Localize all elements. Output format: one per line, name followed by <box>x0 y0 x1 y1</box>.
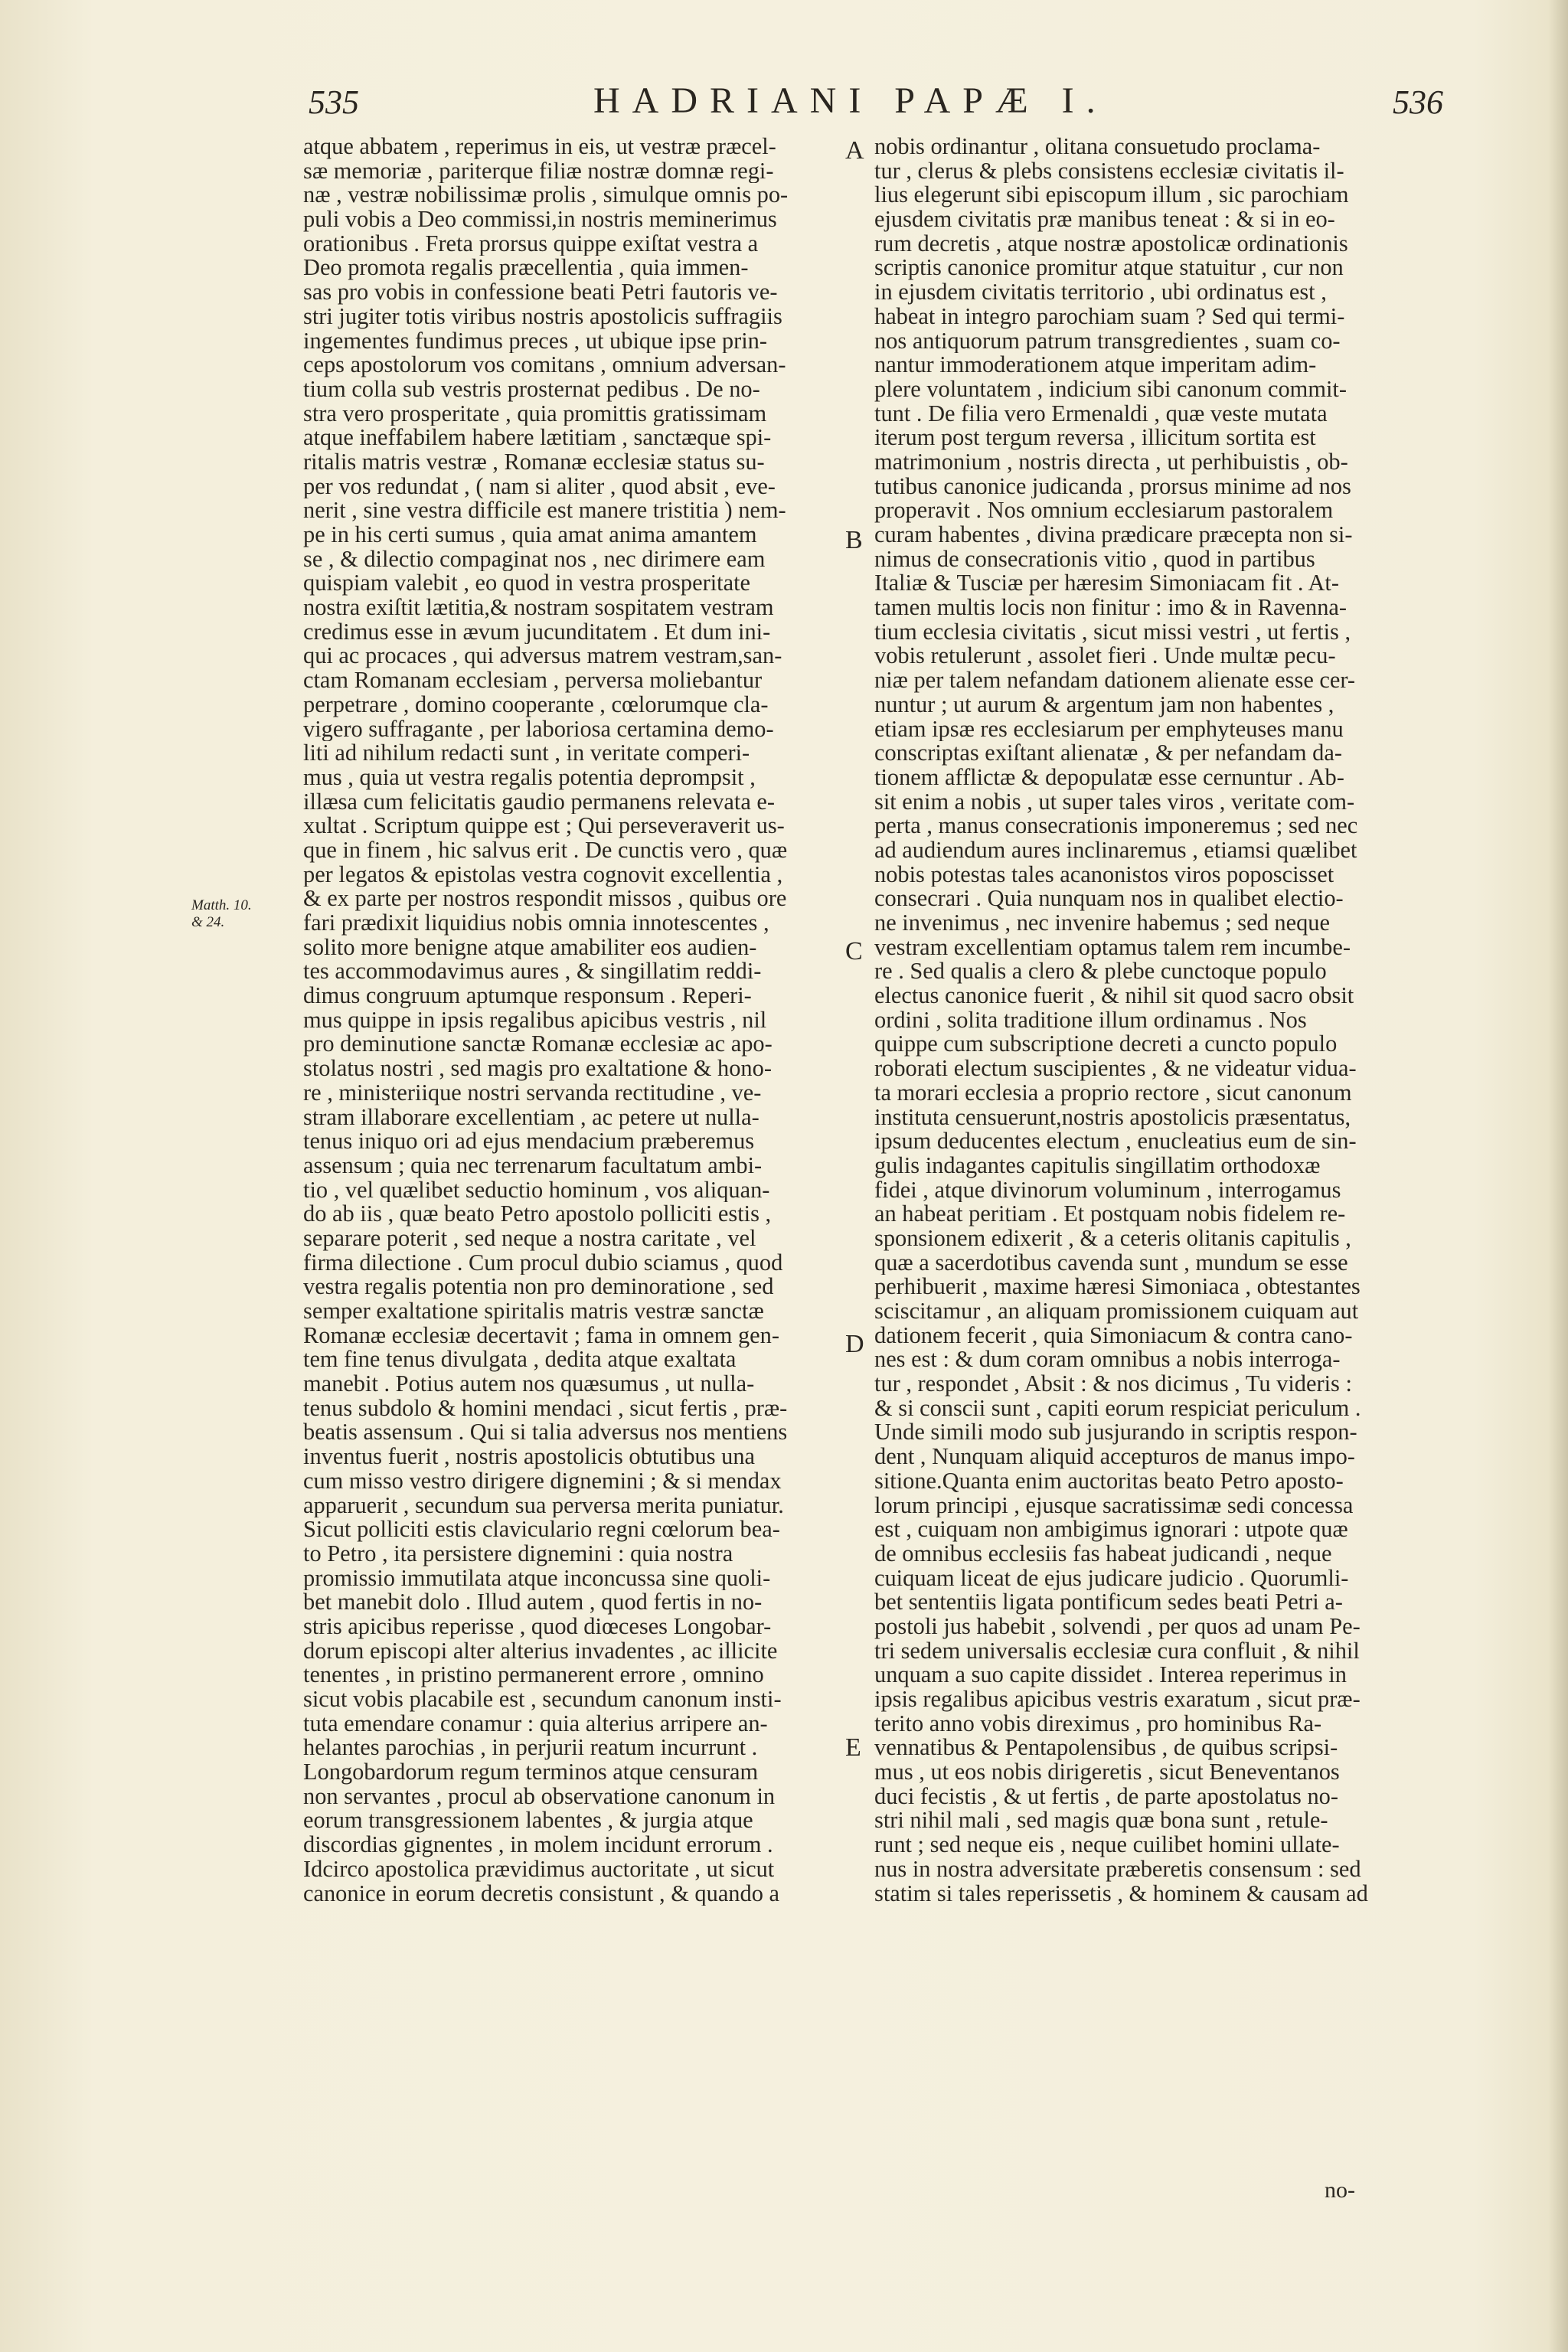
text-line: pe in his certi sumus , quia amat anima amantem <box>303 523 757 547</box>
text-line: an habeat peritiam . Et postquam nobis fidelem re- <box>874 1202 1346 1227</box>
running-header <box>302 74 1443 127</box>
text-line: ad audiendum aures inclinaremus , etiamsi quælibet <box>874 838 1357 863</box>
text-line: stolatus nostri , sed magis pro exaltatione & hono- <box>303 1057 772 1081</box>
text-line: atque ineffabilem habere lætitiam , sanctæque spi- <box>303 426 772 450</box>
text-line: eorum transgressionem labentes , & jurgia atque <box>303 1808 753 1834</box>
text-line: vestram excellentiam optamus talem rem incumbe- <box>874 935 1351 960</box>
page-number-left: 535 <box>309 83 359 121</box>
text-line: & ex parte per nostros respondit missos , quibus ore <box>303 887 787 911</box>
text-line: discordias gignentes , in molem incidunt errorum . <box>303 1833 773 1857</box>
text-line: ne invenimus , nec invenire habemus ; sed neque <box>874 911 1330 936</box>
text-line: niæ per talem nefandam dationem alienate esse cer- <box>874 668 1356 693</box>
text-line: tur , respondet , Absit : & nos dicimus , Tu videris : <box>874 1372 1352 1396</box>
text-line: orationibus . Freta prorsus quippe exiſtat vestra a <box>303 231 759 256</box>
text-line: Sicut polliciti estis claviculario regni cœlorum bea- <box>303 1517 780 1542</box>
text-line: stris apicibus reperisse , quod diœceses Longobar- <box>303 1614 772 1639</box>
text-line: cuiquam liceat de ejus judicare judicio . Quorumli- <box>874 1566 1349 1591</box>
text-line: & si conscii sunt , capiti eorum respiciat periculum . <box>874 1396 1361 1421</box>
text-line: runt ; sed neque eis , neque cuilibet homini ullate- <box>874 1833 1340 1857</box>
text-line: ejusdem civitatis præ manibus teneat : & si in eo- <box>874 207 1335 232</box>
text-line: vobis retulerunt , assolet fieri . Unde multæ pecu- <box>874 644 1336 669</box>
text-line: apparuerit , secundum sua perversa merita puniatur. <box>303 1493 784 1518</box>
text-line: bet sententiis ligata pontificum sedes beati Petri a- <box>874 1590 1343 1615</box>
text-line: statim si tales reperissetis , & hominem & causam ad <box>874 1881 1368 1906</box>
text-line: terito anno vobis direximus , pro hominibus Ra- <box>874 1711 1322 1736</box>
text-line: credimus esse in ævum jucunditatem . Et dum ini- <box>303 619 771 645</box>
text-line: separare poterit , sed neque a nostra caritate , vel <box>303 1226 756 1251</box>
text-line: per vos redundat , ( nam si aliter , quod absit , eve- <box>303 474 776 499</box>
text-line: est , cuiquam non ambigimus ignorari : utpote quæ <box>874 1517 1348 1542</box>
text-line: xultat . Scriptum quippe est ; Qui perseveraverit us- <box>303 814 785 838</box>
text-line: ingementes fundimus preces , ut ubique ipse prin- <box>303 328 767 354</box>
text-line: non servantes , procul ab observatione canonum in <box>303 1784 776 1809</box>
text-line: tium colla sub vestris prosternat pedibus . De no- <box>303 377 760 402</box>
text-line: liti ad nihilum redacti sunt , in veritate comperi- <box>303 741 750 766</box>
text-line: nostra exiſtit lætitia,& nostram sospitatem vestram <box>303 596 774 620</box>
text-line: quispiam valebit , eo quod in vestra prosperitate <box>303 571 751 596</box>
text-line: matrimonium , nostris directa , ut perhibuistis , ob- <box>874 449 1348 475</box>
section-marker-b: B <box>845 526 863 554</box>
text-line: ordini , solita traditione illum ordinamus . Nos <box>874 1008 1307 1033</box>
text-line: tenentes , in pristino permanerent errore , omnino <box>303 1663 764 1687</box>
text-line: per legatos & epistolas vestra cognovit excellentia , <box>303 862 783 887</box>
text-line: nobis potestas tales acanonistos viros poposcisset <box>874 862 1334 887</box>
text-line: perhibuerit , maxime hæresi Simoniaca , obtestantes <box>874 1275 1361 1299</box>
text-line: næ , vestræ nobilissimæ prolis , simulque omnis po- <box>303 183 789 208</box>
text-line: re , ministeriique nostri servanda rectitudine , ve- <box>303 1080 762 1106</box>
text-line: solito more benigne atque amabiliter eos audien- <box>303 935 757 960</box>
text-line: canonice in eorum decretis consistunt , & quando a <box>303 1881 779 1906</box>
text-line: helantes parochias , in perjurii reatum incurrunt . <box>303 1736 758 1761</box>
text-line: sponsionem edixerit , & a ceteris olitanis capitulis , <box>874 1226 1351 1251</box>
text-line: promissio immutilata atque inconcussa sine quoli- <box>303 1566 771 1591</box>
text-line: nos antiquorum patrum transgredientes , suam co- <box>874 328 1341 354</box>
text-line: tes accommodavimus aures , & singillatim reddi- <box>303 959 762 985</box>
text-line: tenus iniquo ori ad ejus mendacium præberemus <box>303 1129 755 1154</box>
margin-note <box>191 897 291 931</box>
text-line: in ejusdem civitatis territorio , ubi ordinatus est , <box>874 280 1327 305</box>
text-line: roborati electum suscipientes , & ne videatur vidua- <box>874 1057 1357 1081</box>
text-line: sitione.Quanta enim auctoritas beato Petro aposto- <box>874 1468 1344 1494</box>
text-line: ritalis matris vestræ , Romanæ ecclesiæ status su- <box>303 449 765 475</box>
text-line: nus in nostra adversitate præberetis consensum : sed <box>874 1857 1361 1882</box>
text-line: unquam a suo capite dissidet . Interea reperimus in <box>874 1663 1347 1687</box>
text-line: tenus subdolo & homini mendaci , sicut fertis , præ- <box>303 1396 788 1421</box>
text-line: nimus de consecrationis vitio , quod in partibus <box>874 547 1315 572</box>
text-line: que in finem , hic salvus erit . De cunctis vero , quæ <box>303 838 788 863</box>
text-line: tunt . De filia vero Ermenaldi , quæ veste mutata <box>874 401 1328 426</box>
text-line: perta , manus consecrationis imponeremus ; sed nec <box>874 814 1358 838</box>
text-line: properavit . Nos omnium ecclesiarum pastoralem <box>874 498 1334 523</box>
text-line: ceps apostolorum vos comitans , omnium adversan- <box>303 353 786 377</box>
text-line: sciscitamur , an aliquam promissionem cuiquam aut <box>874 1299 1359 1324</box>
text-line: pro deminutione sanctæ Romanæ ecclesiæ ac apo- <box>303 1032 773 1057</box>
text-line: rum decretis , atque nostræ apostolicæ ordinationis <box>874 231 1348 256</box>
text-line: gulis indagantes capitulis singillatim orthodoxæ <box>874 1153 1321 1178</box>
text-line: scriptis canonice promitur atque statuitur , cur non <box>874 256 1344 281</box>
text-line: quippe cum subscriptione decreti a cuncto populo <box>874 1032 1338 1057</box>
text-line: illæsa cum felicitatis gaudio permanens relevata e- <box>303 789 776 815</box>
text-line: etiam ipsæ res ecclesiarum per emphyteuses manu <box>874 717 1344 742</box>
text-line: nuntur ; ut aurum & argentum jam non habentes , <box>874 692 1334 717</box>
text-line: duci fecistis , & ut fertis , de parte apostolatus no- <box>874 1784 1338 1809</box>
text-line: plere voluntatem , indicium sibi canonum commit- <box>874 377 1347 402</box>
left-text-column <box>303 135 805 1906</box>
text-line: dimus congruum aptumque responsum . Reperi- <box>303 984 752 1008</box>
text-line: stri nihil mali , sed magis quæ bona sunt , retule- <box>874 1808 1328 1834</box>
text-line: assensum ; quia nec terrenarum facultatum ambi- <box>303 1153 763 1178</box>
text-line: stram illaborare excellentiam , ac petere ut nulla- <box>303 1105 760 1130</box>
text-line: tutibus canonice judicanda , prorsus minime ad nos <box>874 474 1351 499</box>
text-line: de omnibus ecclesiis fas habeat judicandi , neque <box>874 1541 1332 1566</box>
text-line: electus canonice fuerit , & nihil sit quod sacro obsit <box>874 984 1354 1008</box>
text-line: ipsis regalibus apicibus vestris exaratum , sicut præ- <box>874 1687 1361 1712</box>
text-line: atque abbatem , reperimus in eis, ut vestræ præcel- <box>303 135 776 159</box>
text-line: nantur immoderationem atque imperitam adim- <box>874 353 1317 377</box>
text-line: mus quippe in ipsis regalibus apicibus vestris , nil <box>303 1008 767 1033</box>
text-line: fidei , atque divinorum voluminum , interrogamus <box>874 1178 1341 1203</box>
text-line: postoli jus habebit , solvendi , per quos ad unam Pe- <box>874 1614 1361 1639</box>
text-line: quæ a sacerdotibus cavenda sunt , mundum se esse <box>874 1250 1348 1276</box>
section-marker-c: C <box>845 937 863 965</box>
text-line: to Petro , ita persistere dignemini : quia nostra <box>303 1541 733 1566</box>
margin-note-line: & 24. <box>191 914 225 930</box>
text-line: vigero suffragante , per laboriosa certamina demo- <box>303 717 774 742</box>
text-line: sicut vobis placabile est , secundum canonum insti- <box>303 1687 782 1712</box>
text-line: tem fine tenus divulgata , dedita atque exaltata <box>303 1348 737 1373</box>
text-line: perpetrare , domino cooperante , cœlorumque cla- <box>303 692 769 717</box>
text-line: conscriptas exiſtant alienatæ , & per nefandam da- <box>874 741 1342 766</box>
text-line: iterum post tergum reversa , illicitum sortita est <box>874 426 1316 450</box>
text-line: nes est : & dum coram omnibus a nobis interroga- <box>874 1348 1341 1373</box>
text-line: ipsum deducentes electum , enucleatius eum de sin- <box>874 1129 1357 1154</box>
text-line: instituta censuerunt,nostris apostolicis præsentatus, <box>874 1105 1351 1130</box>
text-line: ctam Romanam ecclesiam , perversa moliebantur <box>303 668 763 693</box>
page-number-right: 536 <box>1393 83 1443 121</box>
text-line: nerit , sine vestra difficile est manere tristitia ) nem- <box>303 498 786 523</box>
text-line: mus , ut eos nobis dirigeretis , sicut Beneventanos <box>874 1760 1340 1785</box>
text-line: tur , clerus & plebs consistens ecclesiæ civitatis il- <box>874 158 1344 184</box>
text-line: sas pro vobis in confessione beati Petri fautoris ve- <box>303 280 778 305</box>
section-marker-a: A <box>845 136 864 165</box>
text-line: dent , Nunquam aliquid accepturos de manus impo- <box>874 1445 1355 1469</box>
text-line: tium ecclesia civitatis , sicut missi vestri , ut fertis , <box>874 619 1351 645</box>
text-line: manebit . Potius autem nos quæsumus , ut nulla- <box>303 1372 755 1396</box>
margin-note-line: Matth. 10. <box>191 897 252 913</box>
text-line: tio , vel quælibet seductio hominum , vos aliquan- <box>303 1178 770 1203</box>
text-line: tuta emendare conamur : quia alterius arripere an- <box>303 1711 768 1736</box>
text-line: ta morari ecclesia a proprio rectore , sicut canonum <box>874 1080 1352 1106</box>
text-line: tri sedem universalis ecclesiæ cura confluit , & nihil <box>874 1638 1360 1664</box>
running-title: HADRIANI PAPÆ I. <box>593 80 1108 121</box>
text-line: Idcirco apostolica prævidimus auctoritate , ut sicut <box>303 1857 775 1882</box>
text-line: Romanæ ecclesiæ decertavit ; fama in omnem gen- <box>303 1323 779 1348</box>
section-marker-d: D <box>845 1330 864 1358</box>
text-line: dorum episcopi alter alterius invadentes , ac illicite <box>303 1638 778 1664</box>
text-line: fari prædixit liquidius nobis omnia innotescentes , <box>303 911 769 936</box>
page-edge-shadow <box>1548 0 1568 2352</box>
section-marker-e: E <box>845 1733 861 1762</box>
right-text-column <box>874 135 1376 1906</box>
text-line: cum misso vestro dirigere dignemini ; & si mendax <box>303 1468 782 1494</box>
text-line: sit enim a nobis , ut super tales viros , veritate com- <box>874 789 1355 815</box>
text-line: Italiæ & Tusciæ per hæresim Simoniacam fit . At- <box>874 571 1339 596</box>
text-line: sæ memoriæ , pariterque filiæ nostræ domnæ regi- <box>303 158 774 184</box>
text-line: curam habentes , divina prædicare præcepta non si- <box>874 523 1353 547</box>
text-line: stri jugiter totis viribus nostris apostolicis suffragiis <box>303 304 782 329</box>
text-line: qui ac procaces , qui adversus matrem vestram,san- <box>303 644 782 669</box>
text-line: do ab iis , quæ beato Petro apostolo polliciti estis , <box>303 1202 772 1227</box>
text-line: bet manebit dolo . Illud autem , quod fertis in no- <box>303 1590 763 1615</box>
text-line: puli vobis a Deo commissi,in nostris meminerimus <box>303 207 777 232</box>
text-line: vestra regalis potentia non pro deminoratione , sed <box>303 1275 774 1299</box>
text-line: tamen multis locis non finitur : imo & in Ravenna- <box>874 596 1348 620</box>
text-line: re . Sed qualis a clero & plebe cunctoque populo <box>874 959 1327 985</box>
text-line: semper exaltatione spiritalis matris vestræ sanctæ <box>303 1299 764 1324</box>
text-line: consecrari . Quia nunquam nos in qualibet electio- <box>874 887 1344 911</box>
text-line: mus , quia ut vestra regalis potentia deprompsit , <box>303 765 756 790</box>
text-line: vennatibus & Pentapolensibus , de quibus scripsi- <box>874 1736 1338 1761</box>
text-line: tionem afflictæ & depopulatæ esse cernuntur . Ab- <box>874 765 1344 790</box>
text-line: lorum principi , ejusque sacratissimæ sedi concessa <box>874 1493 1354 1518</box>
catchword: no- <box>1325 2177 1355 2203</box>
text-line: nobis ordinantur , olitana consuetudo proclama- <box>874 135 1321 159</box>
text-line: firma dilectione . Cum procul dubio sciamus , quod <box>303 1250 783 1276</box>
text-line: habeat in integro parochiam suam ? Sed qui termi- <box>874 304 1345 329</box>
text-line: inventus fuerit , nostris apostolicis obtutibus una <box>303 1445 756 1469</box>
text-line: Deo promota regalis præcellentia , quia immen- <box>303 256 749 281</box>
text-line: Unde simili modo sub jusjurando in scriptis respon- <box>874 1420 1357 1446</box>
text-line: lius elegerunt sibi episcopum illum , sic parochiam <box>874 183 1349 208</box>
text-line: beatis assensum . Qui si talia adversus nos mentiens <box>303 1420 788 1446</box>
text-line: se , & dilectio compaginat nos , nec dirimere eam <box>303 547 766 572</box>
text-line: Longobardorum regum terminos atque censuram <box>303 1760 759 1785</box>
text-line: stra vero prosperitate , quia promittis gratissimam <box>303 401 767 426</box>
text-line: dationem fecerit , quia Simoniacum & contra cano- <box>874 1323 1353 1348</box>
